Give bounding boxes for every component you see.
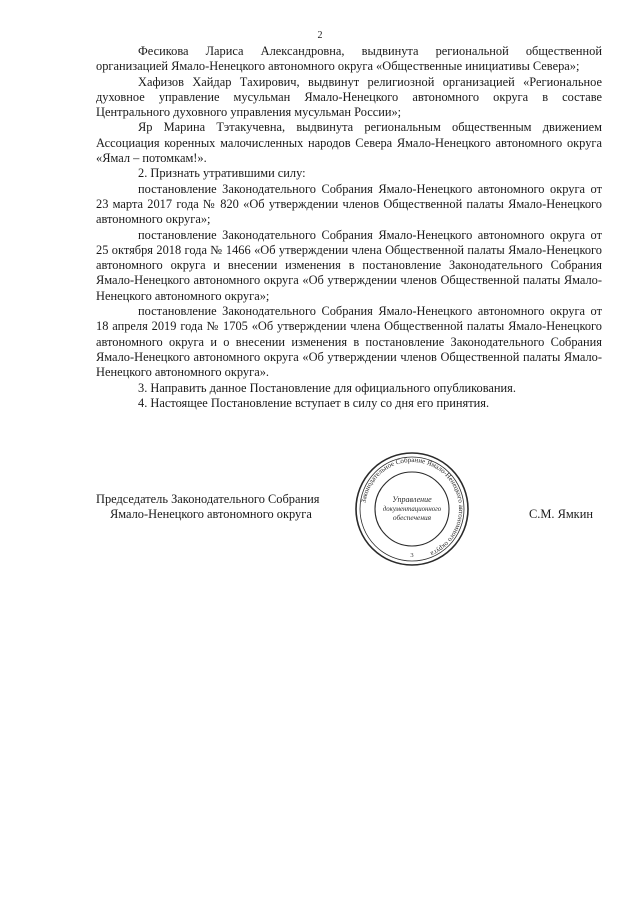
stamp-number: 3 <box>410 552 414 559</box>
signatory-name: С.М. Ямкин <box>529 507 593 521</box>
stamp-ring-text: Законодательное Собрание Ямало-Ненецкого автономного округа <box>359 455 466 558</box>
paragraph-resolution-820: постановление Законодательного Собрания Ямало-Ненецкого автономного округа от 23 марта 2017 года № 820 «Об утверждении членов Общественной палаты Ямало-Ненецкого автономного округа»; <box>96 181 602 227</box>
paragraph-resolution-1466: постановление Законодательного Собрания Ямало-Ненецкого автономного округа от 25 октября 2018 года № 1466 «Об утверждении члена Общественной палаты Ямало-Ненецкого автономного округа и внесении изменения в постановление Законодательного Собрания Ямало-Ненецкого автономного округа «Об утверждении членов Общественной палаты Ямало-Ненецкого автономного округа»; <box>96 227 602 303</box>
paragraph-item-2: 2. Признать утратившими силу: <box>138 166 306 181</box>
page-number: 2 <box>317 30 323 41</box>
stamp-center-line2: документационного <box>382 506 442 513</box>
paragraph-item-3: 3. Направить данное Постановление для официального опубликования. <box>138 380 516 395</box>
signatory-title-line1: Председатель Законодательного Собрания <box>96 492 320 506</box>
signatory-title-line2: Ямало-Ненецкого автономного округа <box>110 507 312 522</box>
paragraph-item-4: 4. Настоящее Постановление вступает в силу со дня его принятия. <box>138 395 490 410</box>
stamp-center-line3: обеспечения <box>392 513 432 522</box>
paragraph-resolution-1705: постановление Законодательного Собрания Ямало-Ненецкого автономного округа от 18 апреля 2019 года № 1705 «Об утверждении члена Общественной палаты Ямало-Ненецкого автономного округа и о внесении изменения в постановление Законодательного Собрания Ямало-Ненецкого автономного округа «Об утверждении членов Общественной палаты Ямало-Ненецкого автономного округа». <box>96 304 602 380</box>
paragraph-khafizov: Хафизов Хайдар Тахирович, выдвинут религиозной организацией «Региональное духовное управление мусульман Ямало-Ненецкого автономного округа в составе Центрального духовного управления мусульман России»; <box>96 74 602 120</box>
signatory-title <box>96 492 319 523</box>
paragraph-fesikova: Фесикова Лариса Александровна, выдвинута региональной общественной организацией Ямало-Ненецкого автономного округа «Общественные инициативы Севера»; <box>96 44 602 74</box>
document-body <box>96 44 602 411</box>
stamp-center-line1: Управление <box>392 495 432 504</box>
paragraph-yar: Яр Марина Тэтакучевна, выдвинута региональным общественным движением Ассоциация коренных малочисленных народов Севера Ямало-Ненецкого автономного округа «Ямал – потомкам!». <box>96 120 602 166</box>
official-seal-stamp <box>353 450 471 568</box>
